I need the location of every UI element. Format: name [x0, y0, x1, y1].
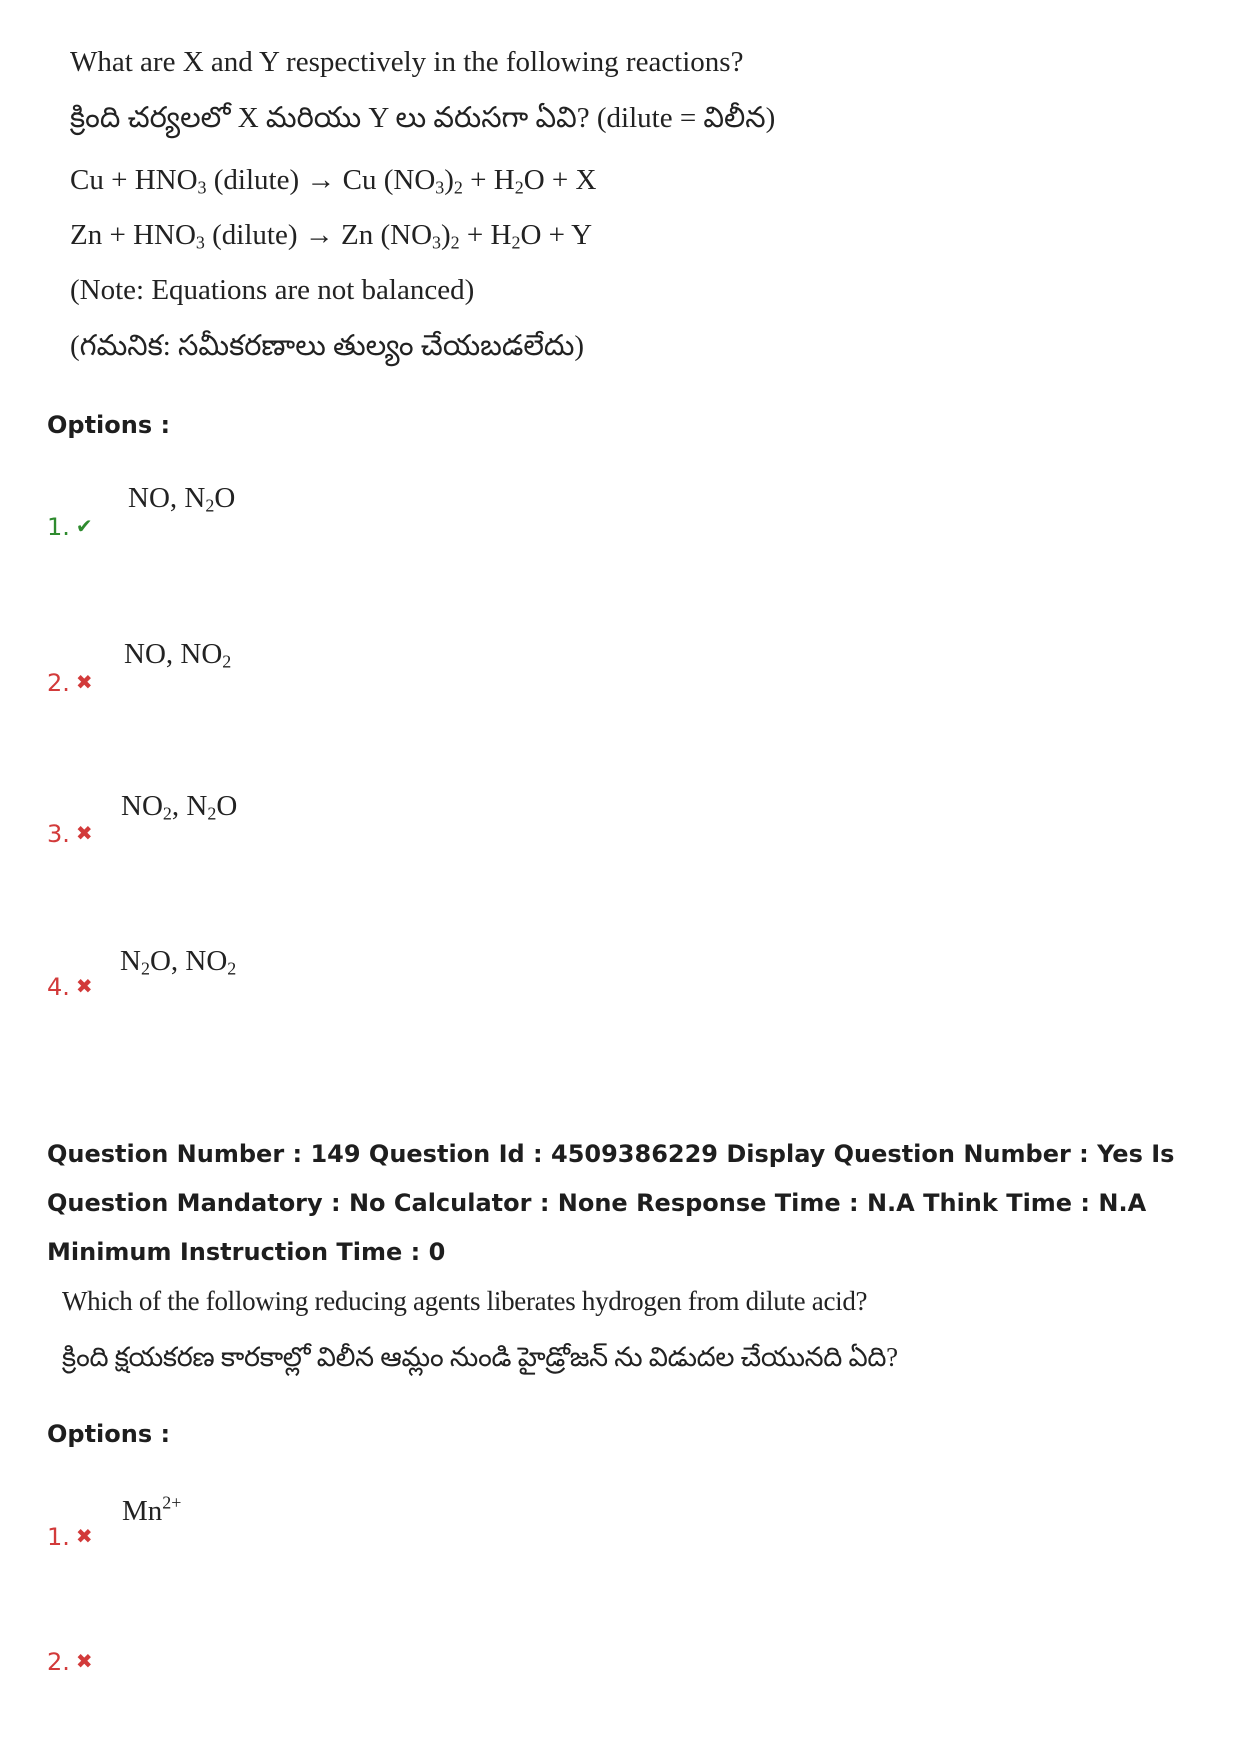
- option-4-number: 4. ✖: [47, 975, 96, 999]
- question-149-text-te: క్రింది క్షయకరణ కారకాల్లో విలీన ఆమ్లం నుండి హైడ్రోజన్ ను విడుదల చేయునది ఏది?: [62, 1342, 898, 1372]
- cross-icon: ✖: [75, 974, 93, 998]
- options-label-149: Options :: [47, 1420, 171, 1448]
- note-te: (గమనిక: సమీకరణాలు తుల్యం చేయబడలేదు): [70, 330, 585, 362]
- equation-1: $Cu + HNO_3$ (dilute) → Cu $(NO_3)_2 + H_2O + X$: [70, 164, 597, 198]
- options-label: Options :: [47, 411, 171, 439]
- cross-icon: ✖: [75, 670, 93, 694]
- option-3-number: 3. ✖: [47, 822, 96, 846]
- option-4-text: $N_2O$, $NO_2$: [120, 945, 237, 979]
- cross-icon: ✖: [75, 1649, 93, 1673]
- check-icon: ✔: [75, 514, 93, 538]
- option-1-text: NO, $N_2O$: [128, 482, 236, 516]
- option-2-text: NO, $NO_2$: [124, 638, 232, 672]
- option-3-text: $NO_2$, $N_2O$: [121, 790, 238, 824]
- question-149-text-en: Which of the following reducing agents liberates hydrogen from dilute acid?: [62, 1286, 868, 1316]
- option-1-number: 1. ✔: [47, 515, 96, 539]
- q149-option-1-text: $Mn^{2+}$: [122, 1492, 182, 1527]
- equation-2: $Zn + HNO_3$ (dilute) → Zn $(NO_3)_2 + H_2O + Y$: [70, 219, 593, 253]
- question-148-text-te: క్రింది చర్యలలో X మరియు Y లు వరుసగా ఏవి? (dilute = విలీన): [70, 102, 776, 134]
- cross-icon: ✖: [75, 1524, 93, 1548]
- note-en: (Note: Equations are not balanced): [70, 274, 475, 306]
- question-148-text-en: What are X and Y respectively in the following reactions?: [70, 46, 744, 78]
- q149-option-1-number: 1. ✖: [47, 1525, 96, 1549]
- option-2-number: 2. ✖: [47, 671, 96, 695]
- question-149-meta: Question Number : 149 Question Id : 4509386229 Display Question Number : Yes Is Question Mandatory : No Calculator : None Response Time : N.A Think Time : N.A Minimum Instruction Time : 0: [47, 1140, 1175, 1266]
- cross-icon: ✖: [75, 821, 93, 845]
- q149-option-2-number: 2. ✖: [47, 1650, 96, 1674]
